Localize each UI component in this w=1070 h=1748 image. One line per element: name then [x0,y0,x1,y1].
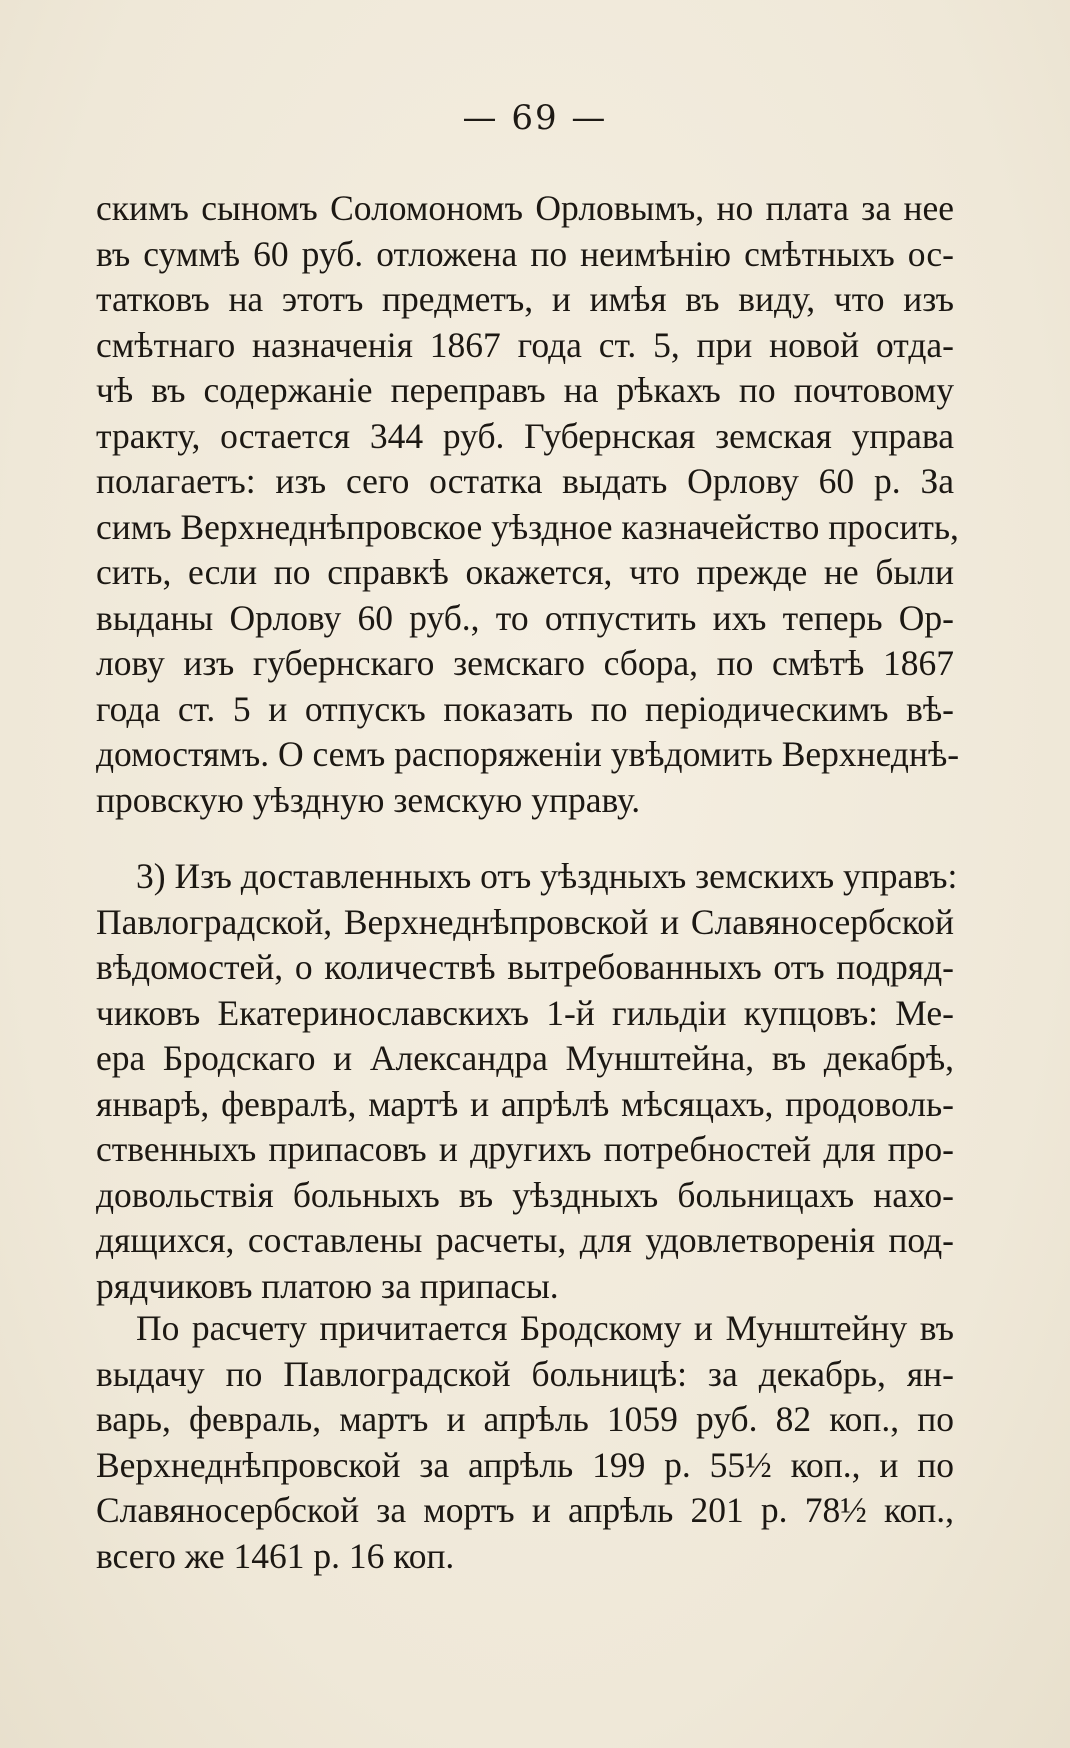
text-line: полагаетъ: изъ сего остатка выдать Орлову 60 р. За [96,461,954,501]
text-line: Верхнеднѣпровской за апрѣль 199 р. 55½ коп., и по [96,1444,954,1485]
text-line: тракту, остается 344 руб. Губернская земская управа [96,415,954,456]
text-line: чиковъ Екатеринославскихъ 1-й гильдіи купцовъ: Ме- [96,992,954,1033]
text-line: рядчиковъ платою за припасы. [96,1265,559,1306]
paragraph-2 [96,854,958,1309]
text-line: домостямъ. О семъ распоряженіи увѣдомить Верхнеднѣ- [96,734,960,774]
text-line: Павлоградской, Верхнеднѣпровской и Славяносербской [96,901,954,942]
text-line: довольствія больныхъ въ уѣздныхъ больницахъ нахо- [96,1174,954,1215]
text-line: въ суммѣ 60 руб. отложена по неимѣнію смѣтныхъ ос- [96,233,954,274]
text-line: ственныхъ припасовъ и другихъ потребностей для про- [96,1129,954,1169]
page-number: — 69 — [462,98,608,138]
text-line: смѣтнаго назначенія 1867 года ст. 5, при новой отда- [96,324,954,365]
text-line: 3) Изъ доставленныхъ отъ уѣздныхъ земскихъ управъ: [136,856,958,896]
text-line: По расчету причитается Бродскому и Мунштейну въ [136,1308,954,1348]
text-line: январѣ, февралѣ, мартѣ и апрѣлѣ мѣсяцахъ, продоволь- [96,1083,954,1124]
paragraph-1 [96,186,960,823]
text-line: Славяносербской за мортъ и апрѣль 201 р. 78½ коп., [96,1490,954,1530]
paragraph-3 [96,1306,954,1579]
text-line: выданы Орлову 60 руб., то отпустить ихъ теперь Ор- [96,597,954,638]
text-line: татковъ на этотъ предметъ, и имѣя въ виду, что изъ [96,279,954,319]
text-line: дящихся, составлены расчеты, для удовлетворенія под- [96,1220,954,1260]
text-line: скимъ сыномъ Соломономъ Орловымъ, но плата за нее [96,188,954,228]
text-line: выдачу по Павлоградской больницѣ: за декабрь, ян- [96,1353,954,1394]
text-line: симъ Верхнеднѣпровское уѣздное казначейство просить, [96,506,959,547]
text-line: года ст. 5 и отпускъ показать по періодическимъ вѣ- [96,688,954,729]
text-line: варь, февраль, мартъ и апрѣль 1059 руб. 82 коп., по [96,1399,954,1439]
text-line: ера Бродскаго и Александра Мунштейна, въ декабрѣ, [96,1038,954,1078]
text-line: лову изъ губернскаго земскаго сбора, по смѣтѣ 1867 [96,643,954,683]
text-line: чѣ въ содержаніе переправъ на рѣкахъ по почтовому [96,370,954,410]
text-line: провскую уѣздную земскую управу. [96,779,641,820]
text-line: вѣдомостей, о количествѣ вытребованныхъ отъ подряд- [96,947,954,987]
text-line: сить, если по справкѣ окажется, что прежде не были [96,552,954,592]
text-line: всего же 1461 р. 16 коп. [96,1535,455,1576]
